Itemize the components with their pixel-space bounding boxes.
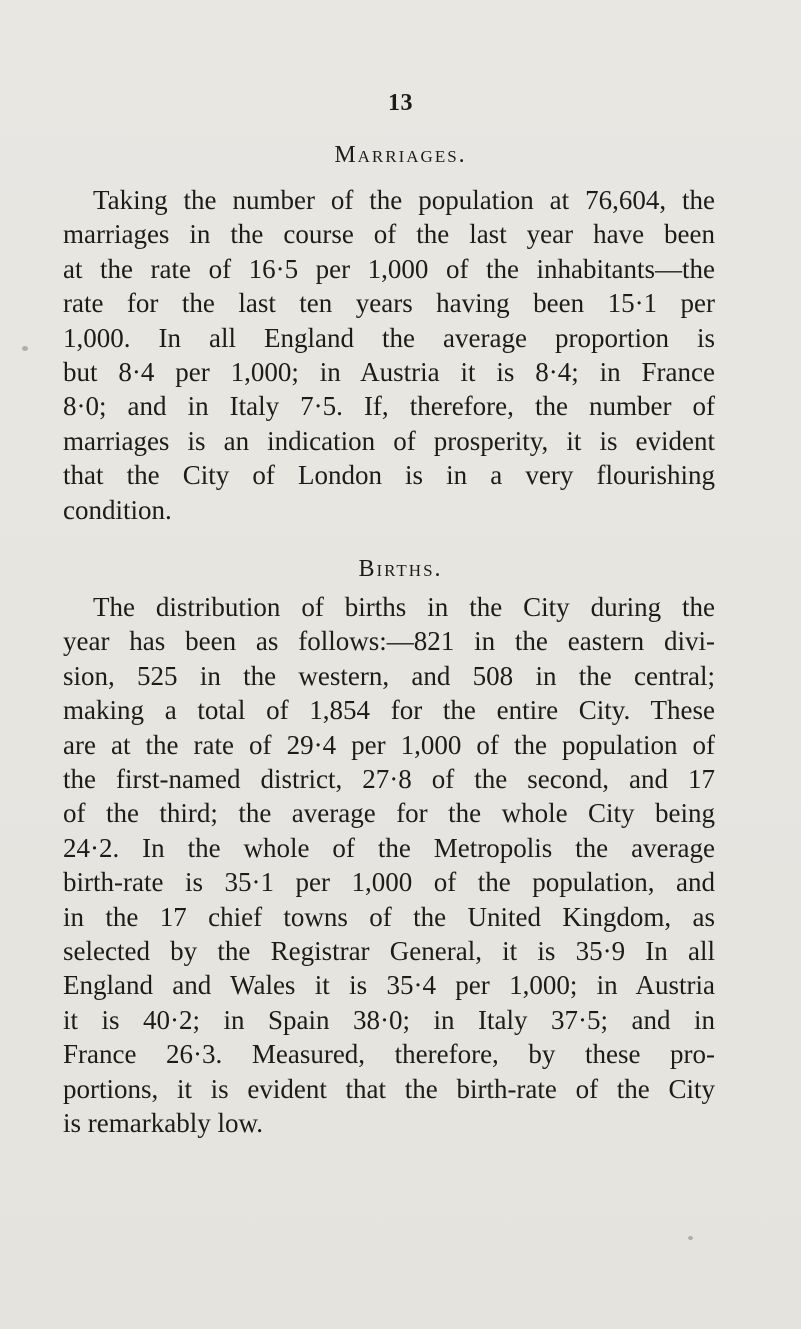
text-line: is remarkably low. <box>63 1108 263 1139</box>
text-line: rate for the last ten years having been 15·1 per <box>63 288 715 319</box>
text-line: selected by the Registrar General, it is 35·9 In all <box>63 936 715 967</box>
text-line: marriages in the course of the last year have been <box>63 219 715 250</box>
text-line: England and Wales it is 35·4 per 1,000; in Austria <box>63 970 715 1001</box>
paper-speck <box>22 346 28 351</box>
section-heading-births: Births. <box>358 556 443 582</box>
text-line: in the 17 chief towns of the United Kingdom, as <box>63 901 715 932</box>
text-line: condition. <box>63 494 172 525</box>
text-line: it is 40·2; in Spain 38·0; in Italy 37·5; and in <box>63 1004 715 1035</box>
text-line: birth-rate is 35·1 per 1,000 of the population, and <box>63 867 715 898</box>
text-line: the first-named district, 27·8 of the second, and 17 <box>63 764 715 795</box>
page-number: 13 <box>388 90 413 116</box>
text-line: The distribution of births in the City during the <box>93 592 715 622</box>
text-line: of the third; the average for the whole City being <box>63 798 715 829</box>
text-line: portions, it is evident that the birth-rate of the City <box>63 1073 715 1104</box>
marriages-paragraph <box>63 183 715 527</box>
text-line: marriages is an indication of prosperity, it is evident <box>63 425 715 456</box>
text-line: at the rate of 16·5 per 1,000 of the inhabitants—the <box>63 253 715 284</box>
text-line: are at the rate of 29·4 per 1,000 of the population of <box>63 729 715 760</box>
text-line: Taking the number of the population at 76,604, the <box>93 185 715 215</box>
text-line: 24·2. In the whole of the Metropolis the average <box>63 832 715 863</box>
text-line: 8·0; and in Italy 7·5. If, therefore, the number of <box>63 391 715 422</box>
text-line: making a total of 1,854 for the entire City. These <box>63 695 715 726</box>
text-line: but 8·4 per 1,000; in Austria it is 8·4; in France <box>63 357 715 388</box>
text-line: sion, 525 in the western, and 508 in the central; <box>63 660 715 691</box>
text-line: that the City of London is in a very flourishing <box>63 460 715 491</box>
section-heading-marriages: Marriages. <box>334 142 467 168</box>
text-line: 1,000. In all England the average proportion is <box>63 322 715 353</box>
births-paragraph <box>63 590 715 1141</box>
text-line: year has been as follows:—821 in the eastern divi- <box>63 626 715 657</box>
paper-speck <box>688 1236 693 1240</box>
text-line: France 26·3. Measured, therefore, by these pro- <box>63 1039 715 1070</box>
